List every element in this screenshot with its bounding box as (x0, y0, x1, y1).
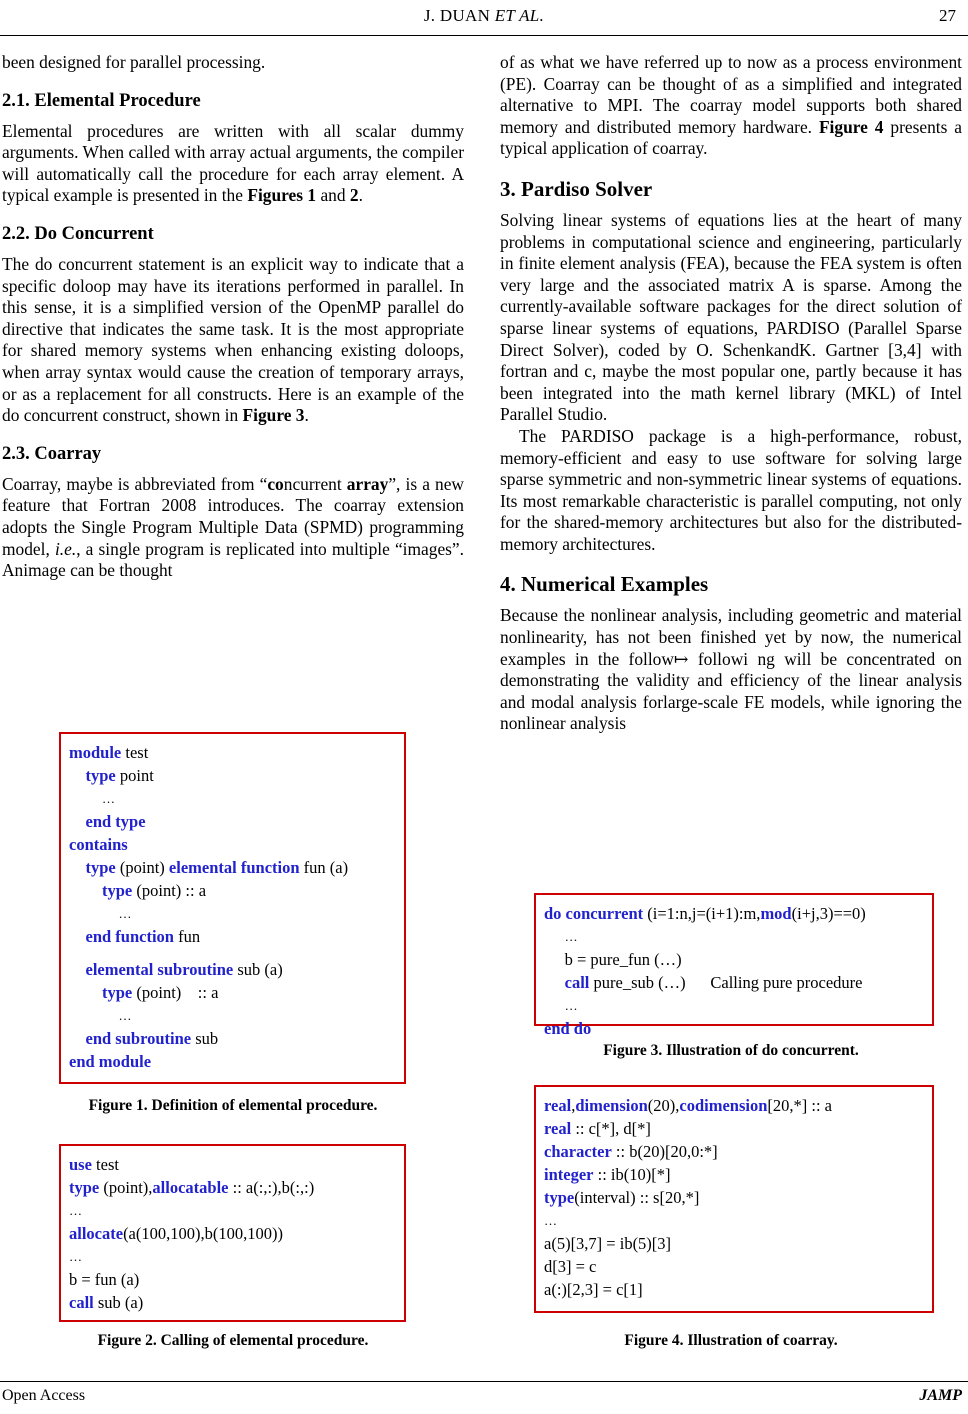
footer-open-access: Open Access (2, 1387, 86, 1404)
figure-2-code-box (59, 1144, 406, 1322)
code-ellipsis: … (564, 998, 579, 1013)
code-line (544, 1140, 924, 1163)
right-column (500, 52, 962, 735)
code-ellipsis: … (69, 1249, 83, 1264)
paragraph-3-2: The PARDISO package is a high-performance, robust, memory-efficient and easy to use software for solving large sparse symmetric and non-symmetric linear systems of equations. Its most remarkable characteristic is parallel computing, not only for the shared-memory architectures but also for the distributed-memory architectures. (500, 425, 962, 554)
code-line (69, 925, 396, 948)
code-keyword: end type (85, 812, 146, 831)
code-text: (point), (99, 1178, 153, 1197)
text-run: Coarray, maybe is abbreviated from “ (2, 473, 268, 494)
text-run: 2 (349, 185, 359, 206)
code-keyword: allocatable (152, 1178, 229, 1197)
code-text: :: b(20)[20,0:*] (611, 1142, 718, 1161)
code-text: (interval) :: s[20,*] (574, 1188, 700, 1207)
code-text: pure_sub (…) (589, 973, 686, 992)
code-text: (i=1:n,j=(i+1):m, (643, 904, 761, 923)
code-line (69, 764, 396, 787)
code-text (69, 960, 86, 979)
code-keyword: end subroutine (85, 1029, 192, 1048)
code-line (69, 958, 396, 981)
text-run: and (316, 185, 350, 206)
code-text (69, 812, 86, 831)
code-keyword: elemental function (168, 858, 300, 877)
code-keyword: call (564, 973, 590, 992)
code-text: b = fun (a) (69, 1270, 140, 1289)
code-keyword: end do (544, 1019, 592, 1038)
code-text: a(5)[3,7] = ib(5)[3] (544, 1234, 672, 1253)
code-line (69, 1153, 396, 1176)
code-text: (a(100,100),b(100,100)) (123, 1224, 283, 1243)
code-text: b = pure_fun (…) (544, 950, 682, 969)
code-line (69, 879, 396, 902)
text-run: The do concurrent statement is an explicit way to indicate that a specific doloop may have its iterations performed in parallel. In this sense, it is a simplified version of the OpenMP parallel do directive that indicates the same task. It is the most appropriate for shared memory systems when enhancing existing doloops, when array syntax would cause the creation of temporary arrays, or as a replacement for all constructs. Here is an example of the do concurrent construct, shown in (2, 253, 464, 426)
text-run: Figure 3 (242, 405, 305, 426)
code-line (69, 1050, 396, 1073)
text-run: ncurrent (283, 473, 347, 494)
code-line (69, 1004, 396, 1027)
code-keyword: call (69, 1293, 94, 1312)
code-keyword: mod (760, 904, 792, 923)
code-keyword: type (85, 858, 116, 877)
heading-2-3: 2.3. Coarray (2, 443, 102, 464)
code-line (544, 1255, 924, 1278)
code-text (69, 983, 102, 1002)
code-line (544, 1186, 924, 1209)
code-line (544, 1017, 924, 1040)
code-text: (20), (647, 1096, 680, 1115)
code-text (69, 858, 86, 877)
paragraph-3-1: Solving linear systems of equations lies at the heart of many problems in computational science and engineering, particularly in finite element analysis (FEA), because the FEA system is often very large and the associated matrix A is sparse. Among the currently-available software packages for the direct solution of sparse linear systems of equations, PARDISO (Parallel Sparse Direct Solver), coded by O. SchenkandK. Gartner [3,4] with fortran and c, maybe the most popular one, partly because it has been integrated into the math kernel library (MKL) of Intel Parallel Studio. (500, 209, 962, 425)
page-number: 27 (939, 6, 956, 25)
code-text (69, 881, 102, 900)
code-keyword: type (544, 1188, 575, 1207)
code-ellipsis: … (544, 1213, 558, 1228)
code-text: :: ib(10)[*] (593, 1165, 671, 1184)
code-line (69, 856, 396, 879)
code-ellipsis: … (118, 1008, 133, 1023)
code-line (69, 1176, 396, 1199)
code-line (69, 1027, 396, 1050)
code-keyword: real (544, 1119, 572, 1138)
code-keyword: real (544, 1096, 572, 1115)
code-keyword: allocate (69, 1224, 124, 1243)
running-head-title (0, 6, 968, 26)
code-annotation: Calling pure procedure (685, 973, 863, 992)
code-keyword: end function (85, 927, 174, 946)
code-keyword: module (69, 743, 122, 762)
code-text: sub (a) (93, 1293, 144, 1312)
heading-2-2: 2.2. Do Concurrent (2, 223, 154, 244)
text-run: , a single program is replicated into multiple “images”. Animage can be thought (2, 538, 464, 581)
code-text: [20,*] :: a (767, 1096, 832, 1115)
left-column (2, 52, 464, 582)
code-line (544, 994, 924, 1017)
code-text: test (91, 1155, 119, 1174)
figure-4-code-box (534, 1085, 934, 1313)
figure-1-caption: Figure 1. Definition of elemental procedure. (88, 1097, 378, 1114)
code-keyword: use (69, 1155, 92, 1174)
text-run: ”, is a new feature that Fortran 2008 introduces. The coarray extension adopts the Single Program Multiple Data (SPMD) programming model, (2, 473, 464, 559)
code-line (69, 1245, 396, 1268)
code-text: (point) (115, 858, 169, 877)
code-keyword: type (85, 766, 116, 785)
text-run: Figure 4 (818, 116, 884, 137)
code-text (69, 904, 119, 923)
header-rule (0, 35, 968, 36)
code-ellipsis: … (69, 1203, 83, 1218)
code-line (69, 787, 396, 810)
code-text: sub (a) (233, 960, 283, 979)
code-line (544, 1232, 924, 1255)
text-run: array (346, 473, 389, 494)
figure-4-caption: Figure 4. Illustration of coarray. (624, 1332, 838, 1349)
code-text: , (571, 1096, 576, 1115)
code-line (69, 902, 396, 925)
code-line (69, 1199, 396, 1222)
code-line (544, 1209, 924, 1232)
heading-3: 3. Pardiso Solver (500, 176, 653, 201)
code-text (544, 973, 565, 992)
code-text: fun (173, 927, 201, 946)
code-keyword: character (544, 1142, 612, 1161)
code-ellipsis: … (102, 791, 116, 806)
text-run: Elemental procedures are written with all scalar dummy arguments. When called with array actual arguments, the compiler will automatically call the procedure for each array element. A typical example is presented in the (2, 120, 464, 206)
code-text (69, 1006, 119, 1025)
code-line (69, 1222, 396, 1245)
code-keyword: codimension (679, 1096, 768, 1115)
code-text: fun (a) (299, 858, 349, 877)
code-line (544, 1117, 924, 1140)
running-head-etal: ET AL. (494, 6, 545, 25)
footer-journal-abbrev: JAMP (919, 1387, 962, 1404)
code-text (544, 927, 565, 946)
code-line (544, 1094, 924, 1117)
code-line (544, 948, 924, 971)
code-line (544, 971, 924, 994)
code-text: :: a(:,:),b(:,:) (228, 1178, 315, 1197)
code-text: (point) :: a (132, 983, 219, 1002)
figure-3-code-box (534, 893, 934, 1038)
code-text (69, 1029, 86, 1048)
code-line (69, 981, 396, 1004)
heading-2-1: 2.1. Elemental Procedure (2, 90, 201, 111)
code-text: a(:)[2,3] = c[1] (544, 1280, 643, 1299)
heading-4: 4. Numerical Examples (500, 572, 709, 597)
running-head-author: J. DUAN (423, 6, 491, 25)
code-text (544, 996, 565, 1015)
code-line (69, 1291, 396, 1314)
code-line (69, 1268, 396, 1291)
paragraph-2-2 (2, 254, 464, 427)
figure-2-caption: Figure 2. Calling of elemental procedure. (97, 1332, 369, 1349)
paragraph-continued-left: been designed for parallel processing. (2, 52, 266, 72)
paragraph-continued-right (500, 52, 962, 160)
code-text: point (115, 766, 154, 785)
code-text: :: c[*], d[*] (571, 1119, 651, 1138)
code-keyword: type (102, 983, 133, 1002)
code-text: test (121, 743, 149, 762)
code-keyword: elemental subroutine (85, 960, 234, 979)
code-line (69, 810, 396, 833)
code-line (544, 925, 924, 948)
code-keyword: end module (69, 1052, 152, 1071)
code-text: sub (191, 1029, 219, 1048)
code-line (69, 741, 396, 764)
code-keyword: type (102, 881, 133, 900)
page-footer (0, 1387, 968, 1413)
code-line (544, 1278, 924, 1301)
text-run: . (304, 405, 309, 426)
text-run: co (267, 473, 284, 494)
code-line (544, 902, 924, 925)
code-keyword: type (69, 1178, 100, 1197)
footer-rule (0, 1381, 968, 1382)
code-text (69, 927, 86, 946)
code-text: (point) :: a (132, 881, 207, 900)
paragraph-4-1: Because the nonlinear analysis, including geometric and material nonlinearity, has not been finished yet by now, the numerical examples in the follow↦ followi ng will be concentrated on demonstrating the validity and efficiency of the linear analysis and modal analysis forlarge-scale FE models, while ignoring the nonlinear analysis (500, 605, 962, 734)
code-keyword: do concurrent (544, 904, 644, 923)
code-keyword: contains (69, 835, 128, 854)
text-run: presents a typical application of coarray. (500, 116, 962, 159)
text-run: Figures 1 (247, 185, 317, 206)
paragraph-2-3 (2, 474, 464, 582)
code-ellipsis: … (564, 929, 579, 944)
text-run: of as what we have referred up to now as a process environment (PE). Coarray can be thought of as a simplified and integrated alternative to MPI. The coarray model supports both shared memory and distributed memory hardware. (500, 52, 962, 137)
code-text (69, 766, 86, 785)
code-text: (i+j,3)==0) (791, 904, 866, 923)
text-run: i.e. (54, 538, 77, 559)
code-line (69, 833, 396, 856)
figure-3-caption: Figure 3. Illustration of do concurrent. (603, 1042, 859, 1059)
code-keyword: dimension (575, 1096, 648, 1115)
code-ellipsis: … (118, 906, 133, 921)
figure-1-code-box (59, 732, 406, 1084)
code-text (69, 789, 102, 808)
code-line (69, 948, 396, 958)
code-line (544, 1163, 924, 1186)
code-keyword: integer (544, 1165, 594, 1184)
running-head (0, 0, 968, 36)
code-text: d[3] = c (544, 1257, 597, 1276)
paragraph-2-1 (2, 121, 464, 207)
text-run: . (358, 185, 363, 206)
